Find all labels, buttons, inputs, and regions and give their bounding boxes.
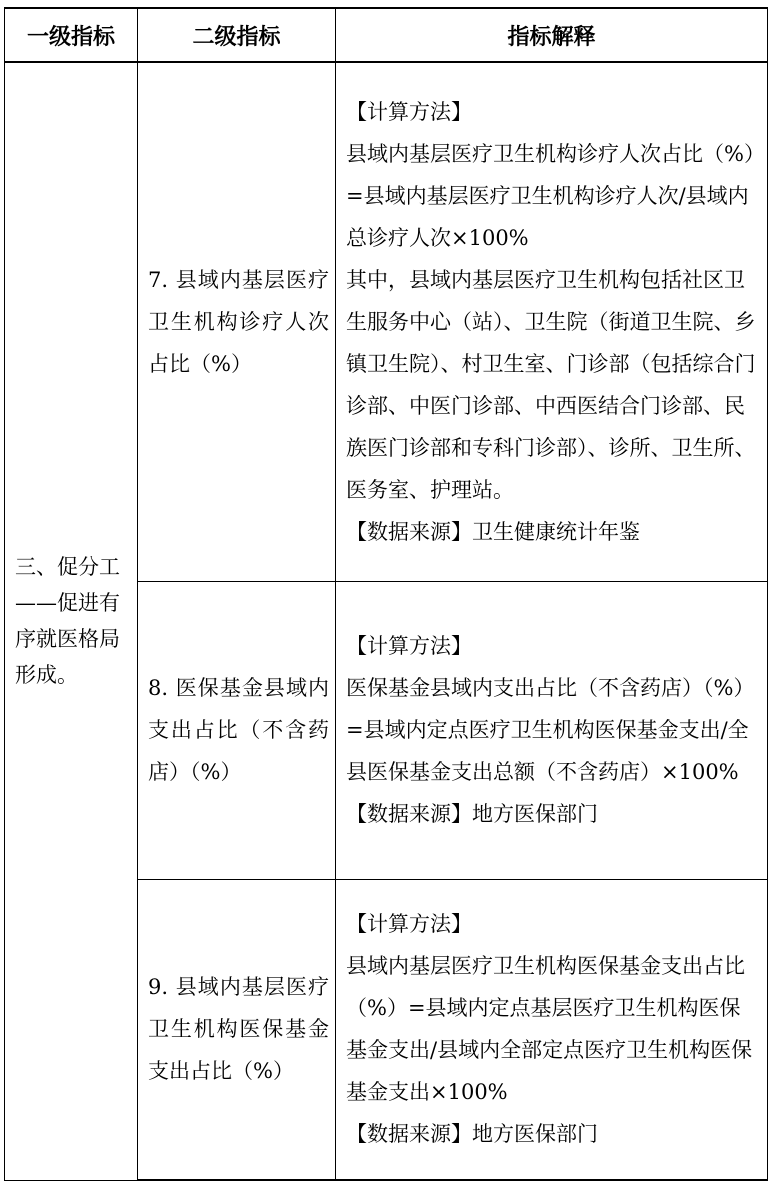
header-level2: 二级指标 (138, 8, 336, 62)
indicator-table (4, 7, 768, 1181)
calc-method-heading: 【计算方法】 (346, 634, 472, 658)
data-source: 【数据来源】地方医保部门 (346, 1122, 598, 1147)
level1-indicator: 三、促分工——促进有序就医格局形成。 (5, 62, 138, 1180)
calc-formula: 医保基金县域内支出占比（不含药店）（%）=县域内定点医疗卫生机构医保基金支出/全县医保基金支出总额（不含药店）×100% (346, 676, 755, 784)
level2-indicator: 9. 县域内基层医疗卫生机构医保基金支出占比（%） (138, 879, 336, 1180)
calc-formula: 县域内基层医疗卫生机构医保基金支出占比（%）=县域内定点基层医疗卫生机构医保基金支出/县域内全部定点医疗卫生机构医保基金支出×100% (346, 954, 753, 1105)
data-source: 【数据来源】卫生健康统计年鉴 (346, 519, 640, 544)
level2-indicator: 7. 县域内基层医疗卫生机构诊疗人次占比（%） (138, 62, 336, 581)
calc-formula: 县域内基层医疗卫生机构诊疗人次占比（%）=县域内基层医疗卫生机构诊疗人次/县域内总诊疗人次×100% (346, 141, 755, 250)
header-explanation: 指标解释 (336, 8, 768, 62)
calc-note: 其中，县域内基层医疗卫生机构包括社区卫生服务中心（站）、卫生院（街道卫生院、乡镇卫生院）、村卫生室、门诊部（包括综合门诊部、中医门诊部、中西医结合门诊部、民族医门诊部和专科门诊部）、诊所、卫生所、医务室、护理站。 (346, 267, 756, 502)
calc-method-heading: 【计算方法】 (346, 99, 472, 124)
indicator-explanation (336, 581, 768, 879)
table-row (5, 62, 768, 581)
indicator-explanation (336, 62, 768, 581)
header-row (5, 8, 768, 62)
header-level1: 一级指标 (5, 8, 138, 62)
data-source: 【数据来源】地方医保部门 (346, 802, 598, 826)
calc-method-heading: 【计算方法】 (346, 912, 472, 937)
indicator-explanation (336, 879, 768, 1180)
level2-indicator: 8. 医保基金县域内支出占比（不含药店）（%） (138, 581, 336, 879)
